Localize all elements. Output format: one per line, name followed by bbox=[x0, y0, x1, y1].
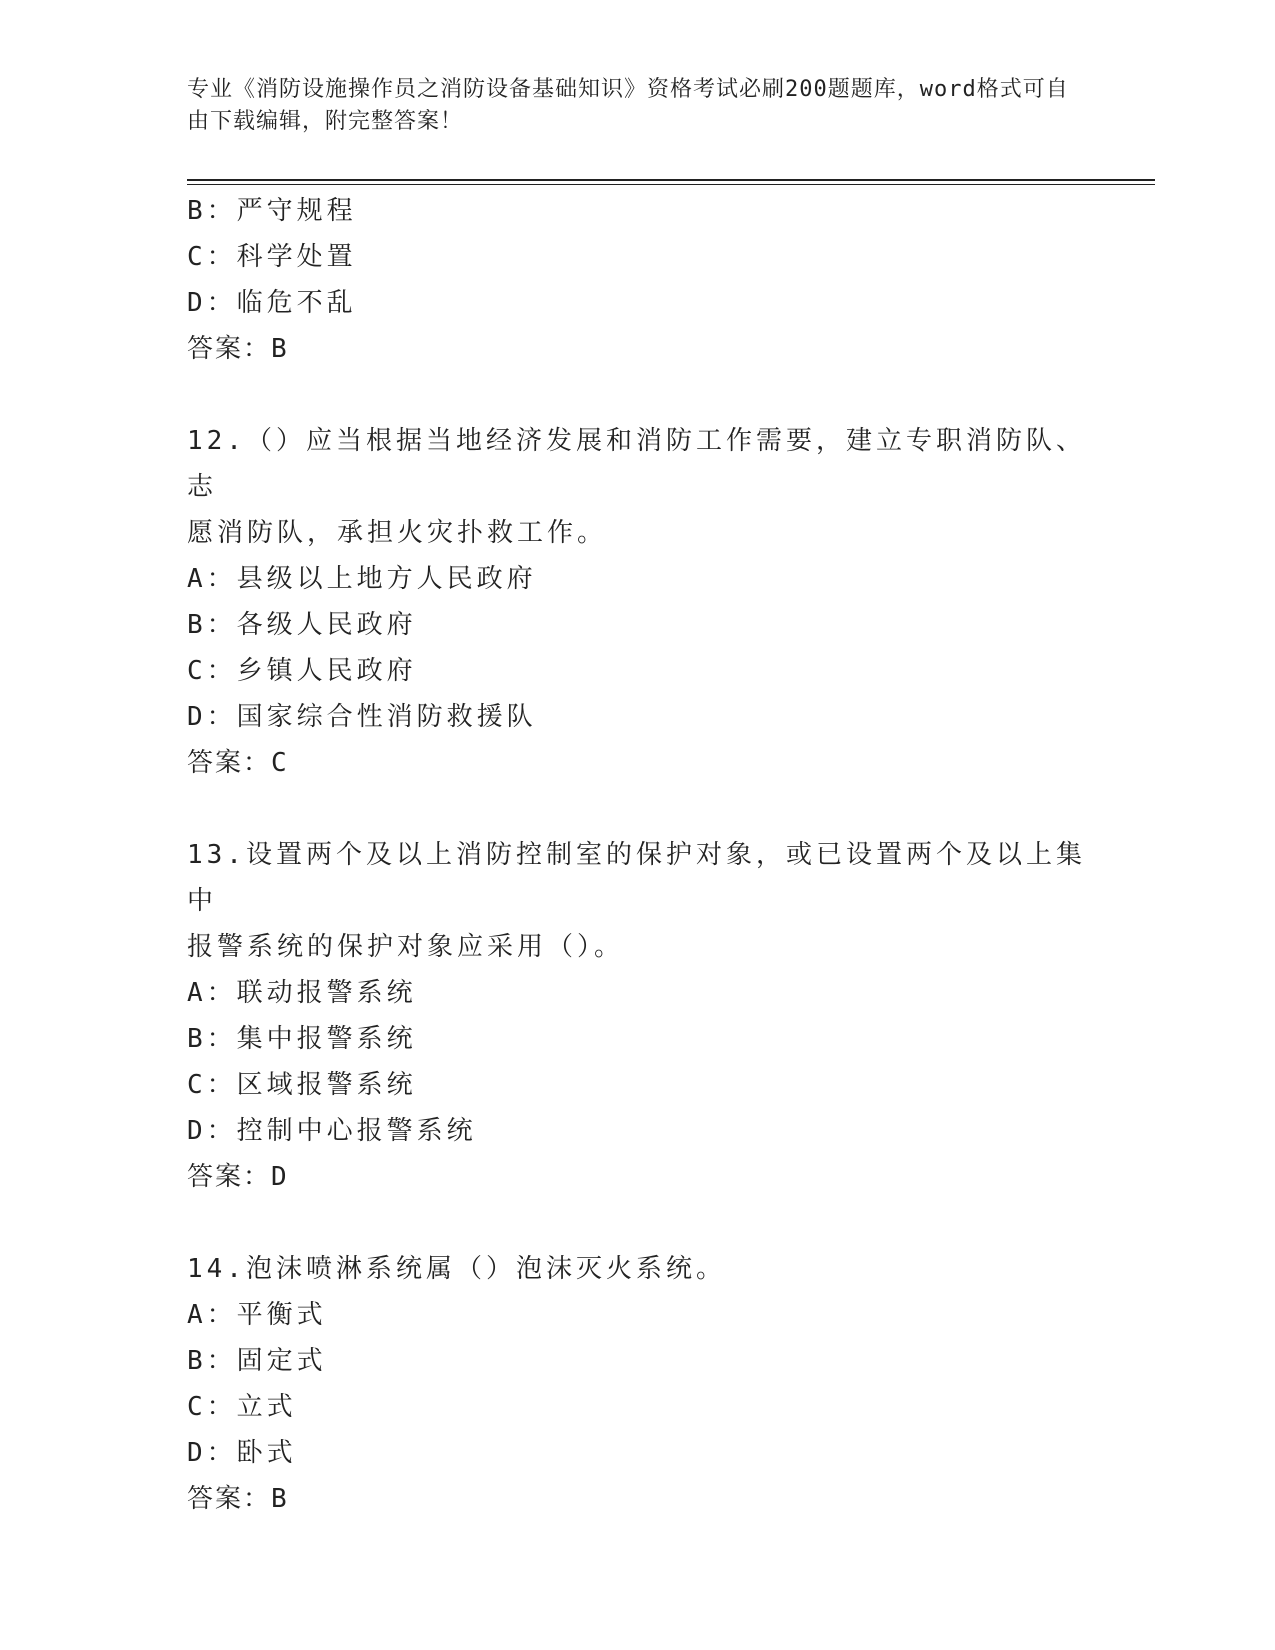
answer-label: 答案：B bbox=[187, 334, 289, 364]
document-header: 专业《消防设施操作员之消防设备基础知识》资格考试必刷200题题库，word格式可自由下载编辑，附完整答案！ bbox=[187, 77, 1069, 134]
answer-label: 答案：B bbox=[187, 1484, 289, 1514]
option-b: B：集中报警系统 bbox=[187, 1024, 417, 1054]
question-text-line: 13.设置两个及以上消防控制室的保护对象，或已设置两个及以上集中 bbox=[187, 840, 1086, 916]
question-text-line: 14.泡沫喷淋系统属（）泡沫灭火系统。 bbox=[187, 1254, 726, 1284]
question-text-line: 12.（）应当根据当地经济发展和消防工作需要，建立专职消防队、志 bbox=[187, 426, 1086, 502]
answer-label: 答案：D bbox=[187, 1162, 289, 1192]
spacer bbox=[187, 372, 1087, 418]
option-c: C：科学处置 bbox=[187, 242, 357, 272]
question-text-line: 愿消防队，承担火灾扑救工作。 bbox=[187, 518, 608, 548]
question-list bbox=[187, 188, 1087, 1522]
option-b: B：各级人民政府 bbox=[187, 610, 417, 640]
option-d: D：控制中心报警系统 bbox=[187, 1116, 477, 1146]
question-text-line: 报警系统的保护对象应采用（）。 bbox=[187, 932, 625, 962]
question-14 bbox=[187, 1246, 1087, 1522]
question-11-tail bbox=[187, 188, 1087, 372]
option-b: B：严守规程 bbox=[187, 196, 357, 226]
option-d: D：国家综合性消防救援队 bbox=[187, 702, 537, 732]
spacer bbox=[187, 786, 1087, 832]
option-c: C：立式 bbox=[187, 1392, 297, 1422]
option-c: C：区域报警系统 bbox=[187, 1070, 417, 1100]
option-b: B：固定式 bbox=[187, 1346, 327, 1376]
option-c: C：乡镇人民政府 bbox=[187, 656, 417, 686]
option-a: A：联动报警系统 bbox=[187, 978, 417, 1008]
header-rule-thin bbox=[187, 184, 1155, 185]
header-rule-thick bbox=[187, 179, 1155, 181]
question-13 bbox=[187, 832, 1087, 1200]
option-a: A：县级以上地方人民政府 bbox=[187, 564, 537, 594]
option-d: D：卧式 bbox=[187, 1438, 297, 1468]
option-d: D：临危不乱 bbox=[187, 288, 357, 318]
option-a: A：平衡式 bbox=[187, 1300, 327, 1330]
answer-label: 答案：C bbox=[187, 748, 289, 778]
question-12 bbox=[187, 418, 1087, 786]
spacer bbox=[187, 1200, 1087, 1246]
